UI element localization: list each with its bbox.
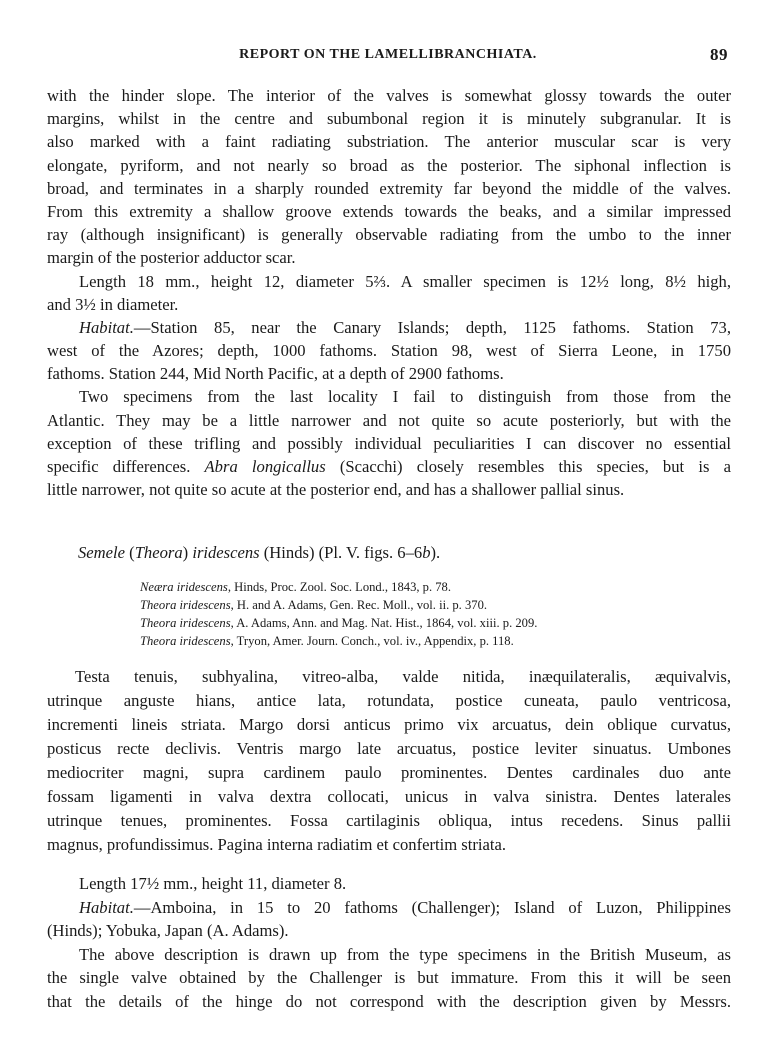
measurements-habitat [47, 872, 731, 1014]
text-line [47, 385, 731, 408]
text-run: (Hinds); Yobuka, Japan (A. Adams). [47, 921, 289, 941]
text-run: fathoms. Station 244, Mid North Pacific, at a depth of 2900 fathoms. [47, 364, 504, 384]
latin-description [47, 665, 731, 857]
text-run: magnus, profundissimus. Pagina interna radiatim et confertim striata. [47, 835, 506, 854]
text-run: west of the Azores; depth, 1000 fathoms. Station 98, west of Sierra Leone, in 1750 [47, 341, 731, 361]
text-line [47, 107, 731, 130]
text-line [47, 316, 731, 339]
running-header [0, 45, 776, 67]
text-run: Two specimens from the last locality I fail to distinguish from those from the [79, 387, 731, 407]
text-run: (Scacchi) closely resembles this species, but is a [325, 457, 731, 476]
text-line [47, 896, 731, 920]
text-run: margin of the posterior adductor scar. [47, 248, 296, 268]
italic-text: b [422, 543, 431, 562]
italic-text: Theora iridescens [140, 634, 231, 648]
text-line [47, 432, 731, 455]
text-line [47, 737, 731, 761]
text-run: specific differences. [47, 457, 205, 476]
text-run: the single valve obtained by the Challenger is but immature. From this it will be seen [47, 968, 731, 988]
text-run: —Station 85, near the Canary Islands; depth, 1125 fathoms. Station 73, [133, 317, 731, 337]
italic-text: Theora [134, 543, 183, 562]
text-run: Atlantic. They may be a little narrower and not quite so acute posteriorly, but with the [47, 410, 731, 430]
text-run: ) [182, 543, 193, 562]
text-line [140, 614, 700, 632]
text-run: ( [125, 543, 135, 562]
italic-text: Theora iridescens [140, 598, 231, 612]
text-line [47, 84, 731, 107]
text-run: ray (although insignificant) is generally observable radiating from the umbo to the inner [47, 225, 731, 245]
text-line [47, 455, 731, 478]
text-line [47, 293, 731, 316]
text-line [47, 362, 731, 385]
text-line [47, 154, 731, 177]
text-line [47, 872, 731, 896]
text-run: , A. Adams, Ann. and Mag. Nat. Hist., 1864, vol. xiii. p. 209. [230, 616, 538, 630]
italic-text: Habitat. [79, 317, 134, 337]
header-title: REPORT ON THE LAMELLIBRANCHIATA. [239, 47, 537, 62]
text-line [47, 785, 731, 809]
italic-text: iridescens [192, 543, 260, 562]
text-run: —Amboina, in 15 to 20 fathoms (Challenger); Island of Luzon, Philippines [133, 897, 731, 917]
italic-text: Theora iridescens [140, 616, 231, 630]
text-run: incrementi lineis striata. Margo dorsi anticus primo vix arcuatus, dein oblique curvatus, [47, 715, 731, 734]
text-run: From this extremity a shallow groove extends towards the beaks, and a similar impressed [47, 201, 731, 221]
text-run: posticus recte declivis. Ventris margo late arcuatus, postice leviter sinuatus. Umbones [47, 739, 731, 758]
text-run: mediocriter magni, supra cardinem paulo prominentes. Dentes cardinales duo ante [47, 763, 731, 782]
text-line [47, 809, 731, 833]
text-line [47, 478, 731, 501]
text-line [140, 596, 700, 614]
text-line [140, 632, 700, 650]
text-line [47, 130, 731, 153]
text-run: with the hinder slope. The interior of the valves is somewhat glossy towards the outer [47, 86, 731, 105]
text-line [47, 761, 731, 785]
description-paragraphs [47, 84, 731, 501]
text-run: also marked with a faint radiating substriation. The anterior muscular scar is very [47, 132, 731, 152]
text-run: elongate, pyriform, and not nearly so broad as the posterior. The siphonal inflection is [47, 155, 731, 175]
text-line [47, 177, 731, 200]
text-line [47, 966, 731, 990]
text-run: Testa tenuis, subhyalina, vitreo-alba, valde nitida, inæquilateralis, æquivalvis, [75, 667, 731, 686]
text-run: Length 17½ mm., height 11, diameter 8. [79, 874, 347, 893]
text-run: and 3½ in diameter. [47, 294, 179, 314]
text-run: (Hinds) (Pl. V. figs. 6–6 [259, 543, 423, 562]
text-run: margins, whilst in the centre and subumbonal region it is minutely subgranular. It is [47, 109, 731, 129]
text-run: little narrower, not quite so acute at the posterior end, and has a shallower pallial sinus. [47, 480, 625, 500]
text-line [47, 689, 731, 713]
italic-text: Neæra iridescens [140, 580, 228, 594]
text-run: exception of these trifling and possibly individual peculiarities I can discover no essential [47, 433, 731, 453]
text-run: broad, and terminates in a sharply rounded extremity far beyond the middle of the valves. [47, 178, 731, 198]
text-line [47, 409, 731, 432]
text-line [47, 713, 731, 737]
text-run: Length 18 mm., height 12, diameter 5⅔. A smaller specimen is 12½ long, 8½ high, [79, 271, 731, 291]
italic-text: Habitat. [79, 897, 134, 917]
text-line [47, 270, 731, 293]
text-line [47, 833, 731, 857]
text-run: , H. and A. Adams, Gen. Rec. Moll., vol. ii. p. 370. [230, 598, 488, 612]
text-line [47, 943, 731, 967]
text-run: fossam ligamenti in valva dextra collocati, unicus in valva sinistra. Dentes laterales [47, 787, 731, 806]
species-heading [47, 541, 731, 565]
text-line [47, 200, 731, 223]
page-number: 89 [710, 45, 728, 64]
text-line [47, 990, 731, 1014]
text-line [140, 578, 700, 596]
text-run: utrinque tenues, prominentes. Fossa cartilaginis obliqua, intus recedens. Sinus pallii [47, 811, 731, 830]
text-run: utrinque anguste hians, antice lata, rotundata, postice cuneata, paulo ventricosa, [47, 691, 731, 710]
text-line [47, 246, 731, 269]
synonymy-references [140, 578, 700, 650]
text-run: , Tryon, Amer. Journ. Conch., vol. iv., Appendix, p. 118. [230, 634, 514, 648]
text-run: The above description is drawn up from the type specimens in the British Museum, as [79, 944, 731, 964]
italic-text: Abra longicallus [204, 457, 326, 476]
text-line [47, 665, 731, 689]
text-run: ). [430, 543, 441, 562]
text-run: that the details of the hinge do not correspond with the description given by Messrs. [47, 991, 731, 1011]
text-line [47, 919, 731, 943]
text-line [47, 223, 731, 246]
text-line [47, 541, 731, 565]
text-line [47, 339, 731, 362]
text-run: , Hinds, Proc. Zool. Soc. Lond., 1843, p. 78. [227, 580, 451, 594]
italic-text: Semele [78, 543, 125, 562]
